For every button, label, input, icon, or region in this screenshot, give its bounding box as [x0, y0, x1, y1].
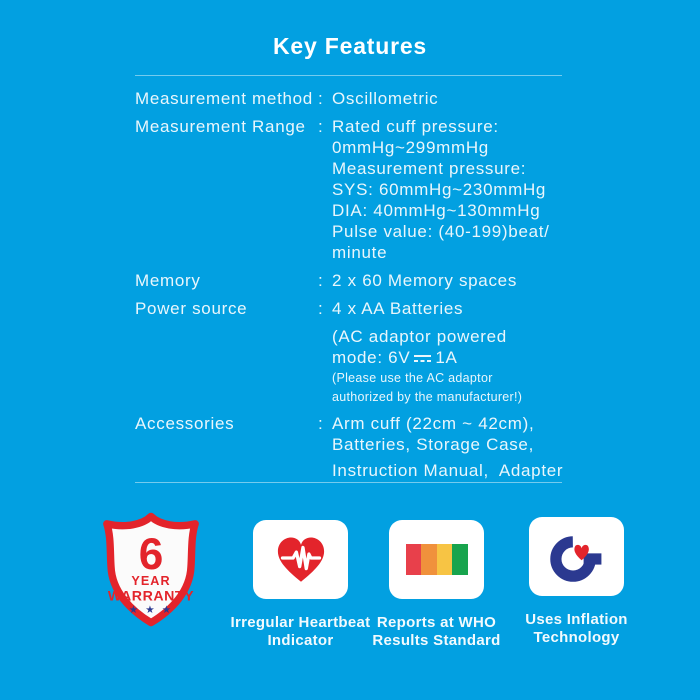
inflation-badge — [499, 517, 654, 646]
spec-value-line: 0mmHg~299mmHg — [332, 138, 489, 157]
page-title: Key Features — [272, 33, 428, 59]
adaptor-note-line: authorized by the manufacturer!) — [332, 390, 523, 404]
inflation-card — [529, 517, 624, 596]
heartbeat-label: Irregular Heartbeat Indicator — [230, 614, 371, 649]
spec-value-line: DIA: 40mmHg~130mmHg — [332, 201, 541, 220]
who-color-scale-icon — [406, 544, 468, 575]
spec-label: Accessories — [135, 414, 235, 433]
heartbeat-card — [253, 520, 348, 599]
spec-separator: : — [318, 414, 324, 433]
inflation-label: Uses Inflation Technology — [525, 611, 628, 646]
adaptor-mode-line — [332, 347, 580, 368]
inflation-technology-icon — [544, 527, 610, 587]
adaptor-note-line: (Please use the AC adaptor — [332, 371, 493, 385]
spec-value-line: Measurement pressure: — [332, 159, 527, 178]
who-label: Reports at WHO Results Standard — [372, 614, 501, 649]
spec-label: Memory — [135, 271, 201, 290]
spec-row-memory — [135, 270, 580, 291]
heartbeat-icon — [268, 530, 334, 590]
spec-value-line: SYS: 60mmHg~230mmHg — [332, 180, 547, 199]
spec-value-line: Oscillometric — [332, 89, 439, 108]
spec-table — [135, 88, 580, 488]
dc-symbol-icon — [414, 354, 431, 364]
warranty-shield-icon — [92, 508, 210, 630]
spec-value — [332, 298, 580, 406]
spec-row-measurement-method — [135, 88, 580, 109]
who-scale-green — [452, 544, 468, 575]
spec-label: Measurement method — [135, 89, 313, 108]
spec-value — [332, 413, 580, 481]
spec-separator: : — [318, 299, 324, 318]
spec-separator: : — [318, 89, 324, 108]
who-standard-badge — [359, 520, 514, 649]
spec-value-line: Rated cuff pressure: — [332, 117, 499, 136]
spec-value-line: 4 x AA Batteries — [332, 299, 464, 318]
spec-label: Power source — [135, 299, 248, 318]
adaptor-mode-suffix: 1A — [435, 348, 458, 367]
spec-value-line: minute — [332, 243, 388, 262]
who-card — [389, 520, 484, 599]
spec-value-line: Arm cuff (22cm ~ 42cm), — [332, 414, 535, 433]
who-scale-yellow — [437, 544, 453, 575]
spec-value-line: (AC adaptor powered — [332, 327, 507, 346]
warranty-badge — [83, 508, 218, 635]
header-divider — [135, 75, 562, 76]
spec-value — [332, 270, 580, 291]
spec-value-line: Batteries, Storage Case, — [332, 435, 535, 454]
warranty-number: 6 — [138, 530, 163, 579]
adaptor-mode-prefix: mode: 6V — [332, 348, 411, 367]
spec-value — [332, 88, 580, 109]
who-scale-orange — [421, 544, 437, 575]
spec-label: Measurement Range — [135, 117, 306, 136]
spec-row-measurement-range — [135, 116, 580, 263]
spec-value-line: 2 x 60 Memory spaces — [332, 271, 518, 290]
warranty-stars: ★ ★ ★ — [128, 604, 173, 617]
spec-value — [332, 116, 580, 263]
section-divider — [135, 482, 562, 483]
spec-separator: : — [318, 117, 324, 136]
spec-value-line: Pulse value: (40-199)beat/ — [332, 222, 550, 241]
heartbeat-badge — [223, 520, 378, 649]
spec-row-power-source — [135, 298, 580, 406]
spec-separator: : — [318, 271, 324, 290]
spec-row-accessories — [135, 413, 580, 481]
warranty-year-label: YEAR — [130, 573, 171, 588]
warranty-warranty-label: WARRANTY — [107, 588, 194, 605]
spec-value-line: Instruction Manual, Adapter — [332, 461, 564, 480]
who-scale-red — [406, 544, 422, 575]
